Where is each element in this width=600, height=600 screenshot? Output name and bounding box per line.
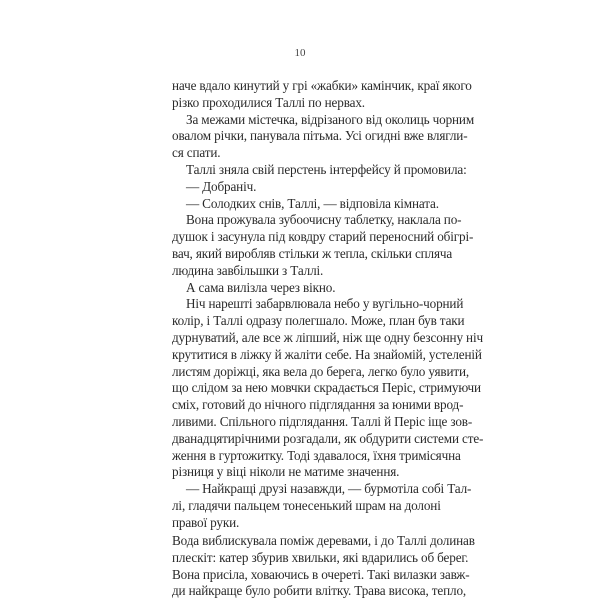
text-line: лі, гладячи пальцем тонесенький шрам на долоні xyxy=(172,497,441,513)
text-line: дванадцятирічними розгадали, як обдурити системи сте- xyxy=(172,430,484,446)
text-line: ливими. Спільного підглядання. Таллі й Періс іще зов- xyxy=(172,413,473,429)
text-line: Вона прожувала зубоочисну таблетку, наклала по- xyxy=(186,212,462,228)
main-text xyxy=(172,78,484,532)
text-line: — Найкращі друзі назавжди, — бурмотіла собі Тал- xyxy=(186,481,472,497)
text-line: Вода виблискувала поміж деревами, і до Таллі долинав xyxy=(172,533,475,548)
text-line: Ніч нарешті забарвлювала небо у вугільно-чорний xyxy=(186,296,464,312)
text-line: вач, який виробляв стільки ж тепла, скільки сплячa xyxy=(172,245,453,261)
text-line: правої руки. xyxy=(172,514,240,530)
text-line: що слідом за нею мовчки скрадається Періс, стримуючи xyxy=(172,380,481,396)
text-after-break xyxy=(172,533,475,600)
text-line: різко проходилися Таллі по нервах. xyxy=(172,94,365,110)
text-line: ження в гуртожитку. Тоді здавалося, їхня тримісячна xyxy=(172,447,461,463)
text-line: овалом річки, панувала пітьма. Усі огидні вже влягли- xyxy=(172,128,468,144)
text-line: — Добраніч. xyxy=(186,178,257,194)
text-line: ся спати. xyxy=(172,145,221,161)
text-line: А сама вилізла через вікно. xyxy=(186,279,336,295)
text-line: крутитися в ліжку й жаліти себе. На знайомій, устеленій xyxy=(172,346,482,362)
text-line: колір, і Таллі одразу полегшало. Може, план був таки xyxy=(172,313,465,329)
text-line: наче вдало кинутий у грі «жабки» камінчик, краї якого xyxy=(172,78,472,93)
text-line: Вона присіла, ховаючись в очереті. Такі вилазки завж- xyxy=(172,566,470,582)
text-line: дурнуватий, але все ж ліпший, ніж ще одну безсонну ніч xyxy=(172,329,483,345)
text-line: За межами містечка, відрізаного від околиць чорним xyxy=(186,111,475,127)
text-line: ди найкраще було робити влітку. Трава висока, тепло, xyxy=(172,583,467,599)
text-line: людина завбільшки з Таллі. xyxy=(172,262,324,278)
text-line: сміх, готовий до нічного підглядання за юними врод- xyxy=(172,397,464,413)
text-line: плескіт: катер збурив хвильки, які вдарились об берег. xyxy=(172,549,469,565)
page-number: 10 xyxy=(294,47,306,59)
text-line: листям доріжці, яка вела до берега, легко було уявити, xyxy=(172,363,470,379)
text-line: — Солодких снів, Таллі, — відповіла кімната. xyxy=(186,195,439,211)
text-line: душок і засунула під ковдру старий переносний обігрі- xyxy=(172,229,474,245)
text-line: Таллі зняла свій перстень інтерфейсу й промовила: xyxy=(186,161,467,177)
text-line: різниця у віці ніколи не матиме значення. xyxy=(172,464,400,480)
